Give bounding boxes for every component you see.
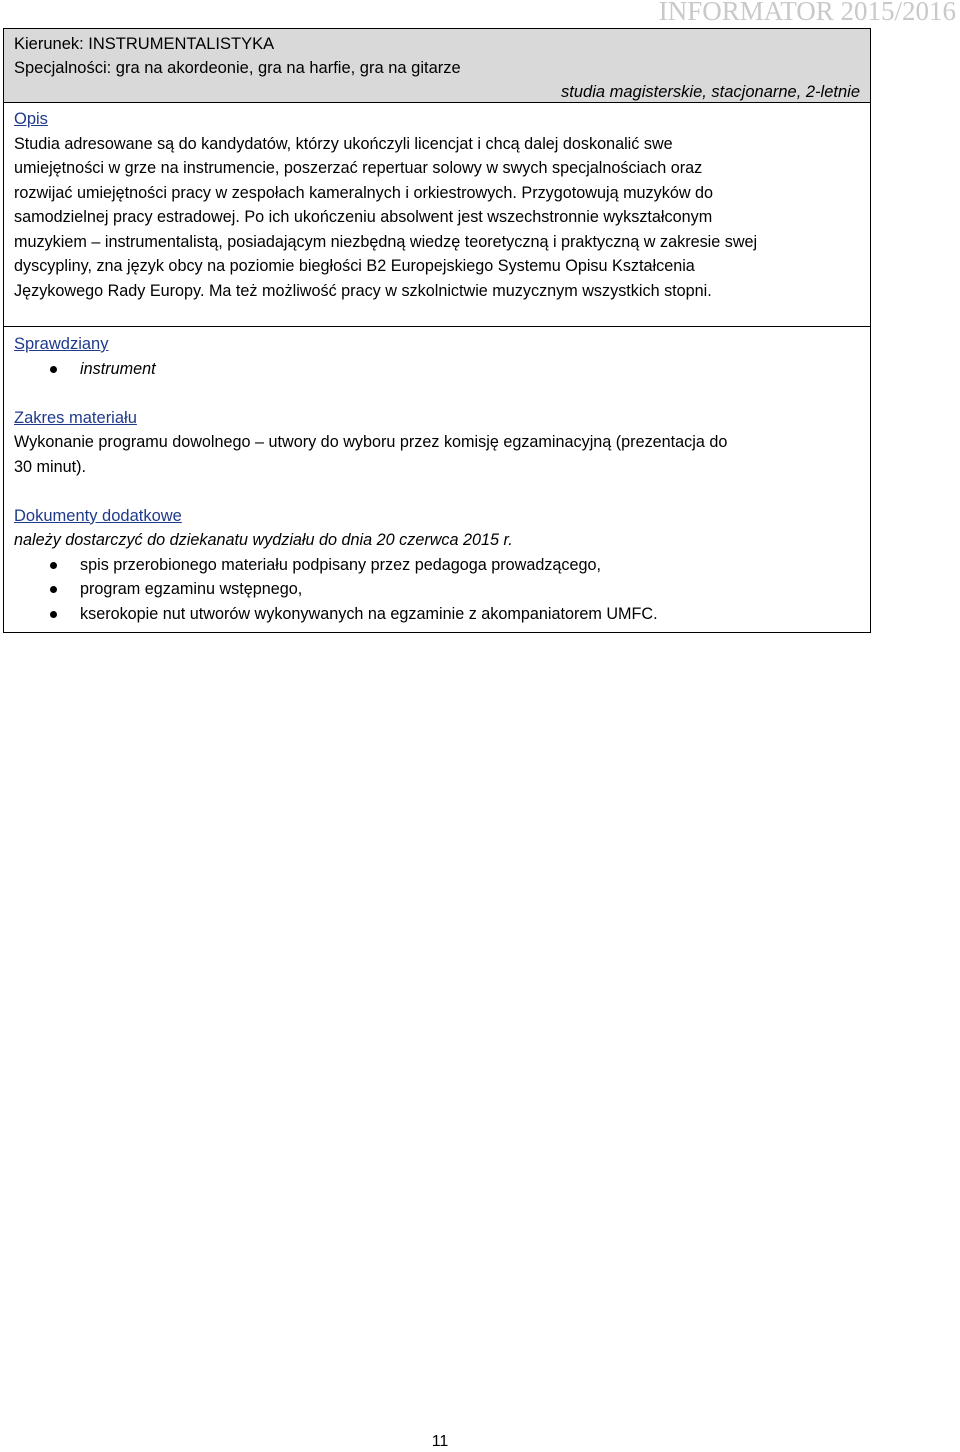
dokumenty-deadline: [14, 528, 860, 553]
direction-title: Kierunek: INSTRUMENTALISTYKA: [14, 35, 275, 53]
bullet-icon: [50, 562, 57, 569]
opis-line: dyscypliny, zna język obcy na poziomie biegłości B2 Europejskiego Systemu Opisu Kształcenia: [14, 257, 695, 275]
bullet-icon: [50, 366, 57, 373]
zakres-text: [14, 430, 860, 479]
list-item: [14, 553, 860, 578]
list-item: [14, 602, 860, 627]
dokumenty-item: spis przerobionego materiału podpisany przez pedagoga prowadzącego,: [80, 555, 602, 574]
page-number: 11: [431, 1433, 449, 1450]
zakres-line: 30 minut).: [14, 457, 86, 476]
bullet-icon: [50, 611, 57, 618]
zakres-title: Zakres materiału: [14, 408, 137, 427]
list-item: [14, 577, 860, 602]
program-table: [3, 28, 871, 633]
specialties-title: Specjalności: gra na akordeonie, gra na harfie, gra na gitarze: [14, 59, 461, 77]
opis-line: Studia adresowane są do kandydatów, którzy ukończyli licencjat i chcą dalej doskonalić swe: [14, 134, 673, 153]
dokumenty-item: program egzaminu wstępnego,: [80, 580, 303, 598]
opis-text: [14, 132, 860, 304]
list-item: [14, 357, 860, 382]
sprawdziany-item: instrument: [80, 359, 156, 378]
opis-line: Językowego Rady Europy. Ma też możliwość pracy w szkolnictwie muzycznym wszystkich stopni.: [14, 281, 712, 300]
opis-line: umiejętności w grze na instrumencie, poszerzać repertuar solowy w swych specjalnościach oraz: [14, 159, 703, 177]
opis-line: rozwijać umiejętności pracy w zespołach kameralnych i orkiestrowych. Przygotowują muzyków do: [14, 183, 714, 202]
study-mode: studia magisterskie, stacjonarne, 2-letnie: [561, 83, 860, 101]
opis-section: [4, 103, 870, 327]
running-header: INFORMATOR 2015/2016: [658, 0, 956, 26]
dokumenty-title: Dokumenty dodatkowe: [14, 506, 182, 525]
opis-title: Opis: [14, 110, 48, 128]
sprawdziany-title: Sprawdziany: [14, 335, 109, 353]
program-header: [4, 29, 870, 103]
dokumenty-list: [14, 553, 860, 627]
deadline-text: należy dostarczyć do dziekanatu wydziału do dnia 20 czerwca 2015 r.: [14, 531, 513, 549]
bullet-icon: [50, 586, 57, 593]
zakres-line: Wykonanie programu dowolnego – utwory do wyboru przez komisję egzaminacyjną (prezentacja do: [14, 433, 728, 451]
dokumenty-item: kserokopie nut utworów wykonywanych na egzaminie z akompaniatorem UMFC.: [80, 604, 658, 623]
requirements-section: [4, 327, 870, 632]
opis-line: samodzielnej pracy estradowej. Po ich ukończeniu absolwent jest wszechstronnie wykształconym: [14, 208, 713, 226]
opis-line: muzykiem – instrumentalistą, posiadającym niezbędną wiedzę teoretyczną i praktyczną w zakresie swej: [14, 232, 758, 251]
sprawdziany-list: [14, 357, 860, 382]
